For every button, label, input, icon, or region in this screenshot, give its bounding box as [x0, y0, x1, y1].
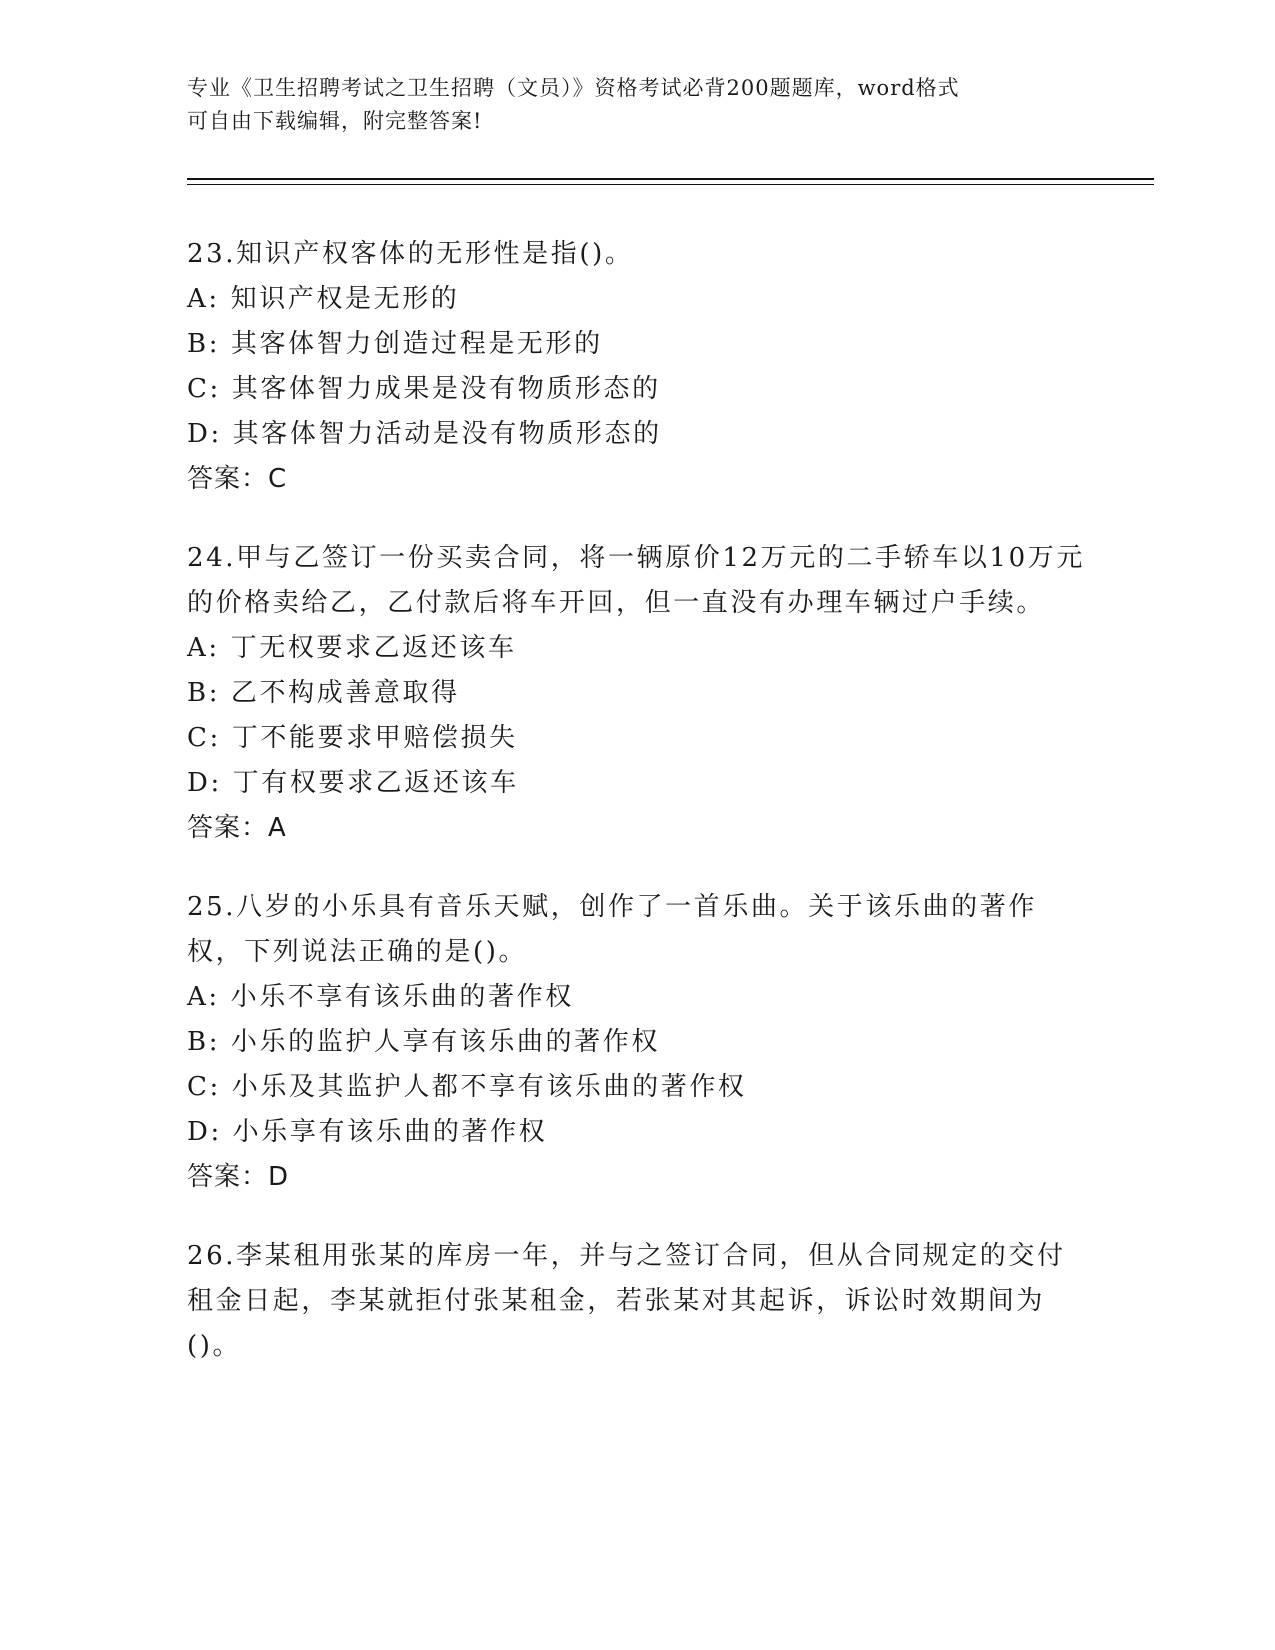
header-rule-thin: [187, 184, 1154, 185]
header-line-1: 专业《卫生招聘考试之卫生招聘（文员）》资格考试必背200题题库，word格式: [187, 76, 960, 100]
option-c: C: 其客体智力成果是没有物质形态的: [187, 374, 661, 404]
answer: 答案：A: [187, 813, 287, 843]
question-23: [187, 232, 1087, 502]
question-text: 24.甲与乙签订一份买卖合同，将一辆原价12万元的二手轿车以10万元的价格卖给乙，乙付款后将车开回，但一直没有办理车辆过户手续。: [187, 543, 1085, 618]
question-24: [187, 536, 1087, 851]
question-26: [187, 1234, 1087, 1369]
question-list: [187, 232, 1087, 1403]
header-rule-thick: [187, 178, 1154, 180]
header-line-2: 可自由下载编辑，附完整答案!: [187, 109, 483, 133]
option-d: D: 小乐享有该乐曲的著作权: [187, 1117, 548, 1147]
option-a: A: 小乐不享有该乐曲的著作权: [187, 982, 574, 1012]
question-text: 26.李某租用张某的库房一年，并与之签订合同，但从合同规定的交付租金日起，李某就拒付张某租金，若张某对其起诉，诉讼时效期间为()。: [187, 1241, 1066, 1361]
question-25: [187, 885, 1087, 1200]
option-a: A: 知识产权是无形的: [187, 284, 460, 314]
option-a: A: 丁无权要求乙返还该车: [187, 633, 517, 663]
answer: 答案：D: [187, 1162, 290, 1192]
question-text: 23.知识产权客体的无形性是指()。: [187, 239, 634, 269]
option-b: B: 其客体智力创造过程是无形的: [187, 329, 603, 359]
document-header: [187, 72, 1087, 138]
option-b: B: 乙不构成善意取得: [187, 678, 460, 708]
answer: 答案：C: [187, 464, 288, 494]
question-text: 25.八岁的小乐具有音乐天赋，创作了一首乐曲。关于该乐曲的著作权，下列说法正确的是()。: [187, 892, 1037, 967]
option-c: C: 小乐及其监护人都不享有该乐曲的著作权: [187, 1072, 747, 1102]
option-d: D: 丁有权要求乙返还该车: [187, 768, 519, 798]
option-c: C: 丁不能要求甲赔偿损失: [187, 723, 518, 753]
option-b: B: 小乐的监护人享有该乐曲的著作权: [187, 1027, 660, 1057]
option-d: D: 其客体智力活动是没有物质形态的: [187, 419, 662, 449]
